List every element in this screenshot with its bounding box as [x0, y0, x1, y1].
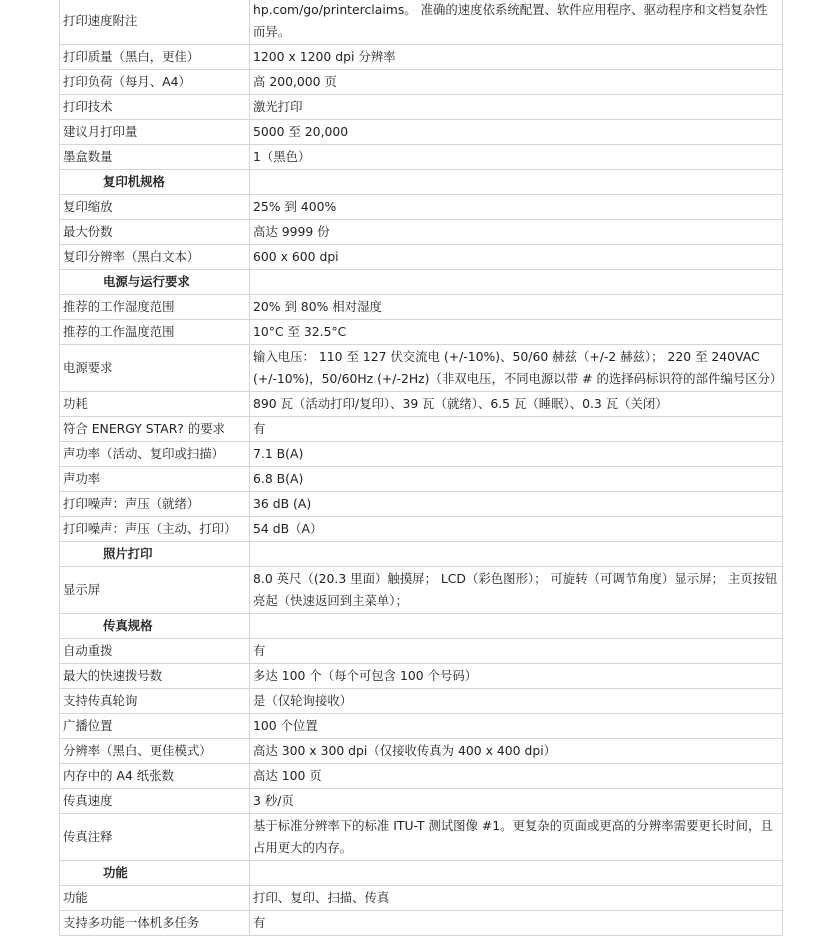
spec-value: 54 dB（A）: [250, 517, 783, 542]
spec-row: [60, 467, 783, 492]
section-title: 照片打印: [60, 542, 250, 567]
spec-row: [60, 886, 783, 911]
spec-label: 最大的快速拨号数: [60, 664, 250, 689]
spec-value: 20% 到 80% 相对湿度: [250, 295, 783, 320]
spec-label: 打印技术: [60, 95, 250, 120]
spec-row: [60, 145, 783, 170]
spec-label: 功能: [60, 886, 250, 911]
spec-label: 推荐的工作湿度范围: [60, 295, 250, 320]
spec-value: hp.com/go/printerclaims。 准确的速度依系统配置、软件应用程序、驱动程序和文档复杂性而异。: [250, 0, 783, 45]
section-title: 电源与运行要求: [60, 270, 250, 295]
section-title: 传真规格: [60, 614, 250, 639]
spec-label: 支持多功能一体机多任务: [60, 911, 250, 936]
spec-label: 声功率: [60, 467, 250, 492]
spec-row: [60, 220, 783, 245]
spec-label: 符合 ENERGY STAR? 的要求: [60, 417, 250, 442]
spec-value: 高达 9999 份: [250, 220, 783, 245]
section-empty-cell: [250, 614, 783, 639]
spec-row: [60, 95, 783, 120]
spec-row: [60, 739, 783, 764]
spec-label: 推荐的工作温度范围: [60, 320, 250, 345]
spec-label: 建议月打印量: [60, 120, 250, 145]
section-empty-cell: [250, 170, 783, 195]
spec-row: [60, 814, 783, 861]
spec-value: 高 200,000 页: [250, 70, 783, 95]
spec-label: 传真注释: [60, 814, 250, 861]
spec-label: 打印噪声：声压（就绪）: [60, 492, 250, 517]
spec-label: 复印分辨率（黑白文本）: [60, 245, 250, 270]
spec-value: 1200 x 1200 dpi 分辨率: [250, 45, 783, 70]
spec-table: [59, 0, 783, 936]
section-header-row: [60, 170, 783, 195]
spec-row: [60, 345, 783, 392]
spec-label: 电源要求: [60, 345, 250, 392]
section-title: 复印机规格: [60, 170, 250, 195]
spec-value: 基于标准分辨率下的标准 ITU-T 测试图像 #1。更复杂的页面或更高的分辨率需要更长时间，且占用更大的内存。: [250, 814, 783, 861]
spec-row: [60, 764, 783, 789]
spec-row: [60, 689, 783, 714]
spec-label: 支持传真轮询: [60, 689, 250, 714]
spec-value: 100 个位置: [250, 714, 783, 739]
spec-row: [60, 492, 783, 517]
section-empty-cell: [250, 542, 783, 567]
section-header-row: [60, 861, 783, 886]
spec-row: [60, 195, 783, 220]
section-empty-cell: [250, 861, 783, 886]
spec-row: [60, 392, 783, 417]
spec-value: 输入电压： 110 至 127 伏交流电 (+/-10%)、50/60 赫兹（+/-2 赫兹）； 220 至 240VAC (+/-10%)，50/60Hz (+/-2Hz)（非双电压，不同电源以带 # 的选择码标识符的部件编号区分）: [250, 345, 783, 392]
spec-row: [60, 45, 783, 70]
spec-label: 广播位置: [60, 714, 250, 739]
spec-row: [60, 245, 783, 270]
spec-label: 最大份数: [60, 220, 250, 245]
spec-value: 8.0 英尺（(20.3 里面）触摸屏； LCD（彩色图形）； 可旋转（可调节角度）显示屏； 主页按钮亮起（快速返回到主菜单）；: [250, 567, 783, 614]
spec-label: 分辨率（黑白、更佳模式）: [60, 739, 250, 764]
spec-value: 多达 100 个（每个可包含 100 个号码）: [250, 664, 783, 689]
section-header-row: [60, 614, 783, 639]
spec-label: 打印质量（黑白，更佳）: [60, 45, 250, 70]
section-header-row: [60, 270, 783, 295]
spec-label: 内存中的 A4 纸张数: [60, 764, 250, 789]
spec-value: 1（黑色）: [250, 145, 783, 170]
spec-row: [60, 120, 783, 145]
spec-label: 显示屏: [60, 567, 250, 614]
spec-table-body: [60, 0, 783, 936]
section-header-row: [60, 542, 783, 567]
spec-label: 自动重拨: [60, 639, 250, 664]
spec-row: [60, 567, 783, 614]
spec-row: [60, 911, 783, 936]
spec-value: 600 x 600 dpi: [250, 245, 783, 270]
spec-value: 25% 到 400%: [250, 195, 783, 220]
spec-row: [60, 0, 783, 45]
section-empty-cell: [250, 270, 783, 295]
spec-row: [60, 664, 783, 689]
spec-value: 是（仅轮询接收）: [250, 689, 783, 714]
spec-row: [60, 70, 783, 95]
spec-label: 传真速度: [60, 789, 250, 814]
spec-row: [60, 417, 783, 442]
spec-value: 5000 至 20,000: [250, 120, 783, 145]
spec-label: 复印缩放: [60, 195, 250, 220]
spec-value: 有: [250, 911, 783, 936]
spec-value: 高达 100 页: [250, 764, 783, 789]
spec-value: 高达 300 x 300 dpi（仅接收传真为 400 x 400 dpi）: [250, 739, 783, 764]
spec-value: 7.1 B(A): [250, 442, 783, 467]
section-title: 功能: [60, 861, 250, 886]
spec-label: 声功率（活动、复印或扫描）: [60, 442, 250, 467]
spec-value: 36 dB (A): [250, 492, 783, 517]
spec-row: [60, 639, 783, 664]
spec-row: [60, 517, 783, 542]
spec-label: 墨盒数量: [60, 145, 250, 170]
spec-value: 激光打印: [250, 95, 783, 120]
spec-value: 打印、复印、扫描、传真: [250, 886, 783, 911]
spec-value: 10°C 至 32.5°C: [250, 320, 783, 345]
spec-value: 有: [250, 417, 783, 442]
spec-label: 打印负荷（每月、A4）: [60, 70, 250, 95]
spec-row: [60, 789, 783, 814]
spec-label: 功耗: [60, 392, 250, 417]
spec-row: [60, 714, 783, 739]
spec-value: 有: [250, 639, 783, 664]
spec-label: 打印速度附注: [60, 0, 250, 45]
spec-value: 890 瓦（活动打印/复印）、39 瓦（就绪）、6.5 瓦（睡眠）、0.3 瓦（关闭）: [250, 392, 783, 417]
spec-value: 6.8 B(A): [250, 467, 783, 492]
spec-value: 3 秒/页: [250, 789, 783, 814]
spec-row: [60, 295, 783, 320]
spec-label: 打印噪声：声压（主动、打印）: [60, 517, 250, 542]
spec-row: [60, 442, 783, 467]
spec-row: [60, 320, 783, 345]
